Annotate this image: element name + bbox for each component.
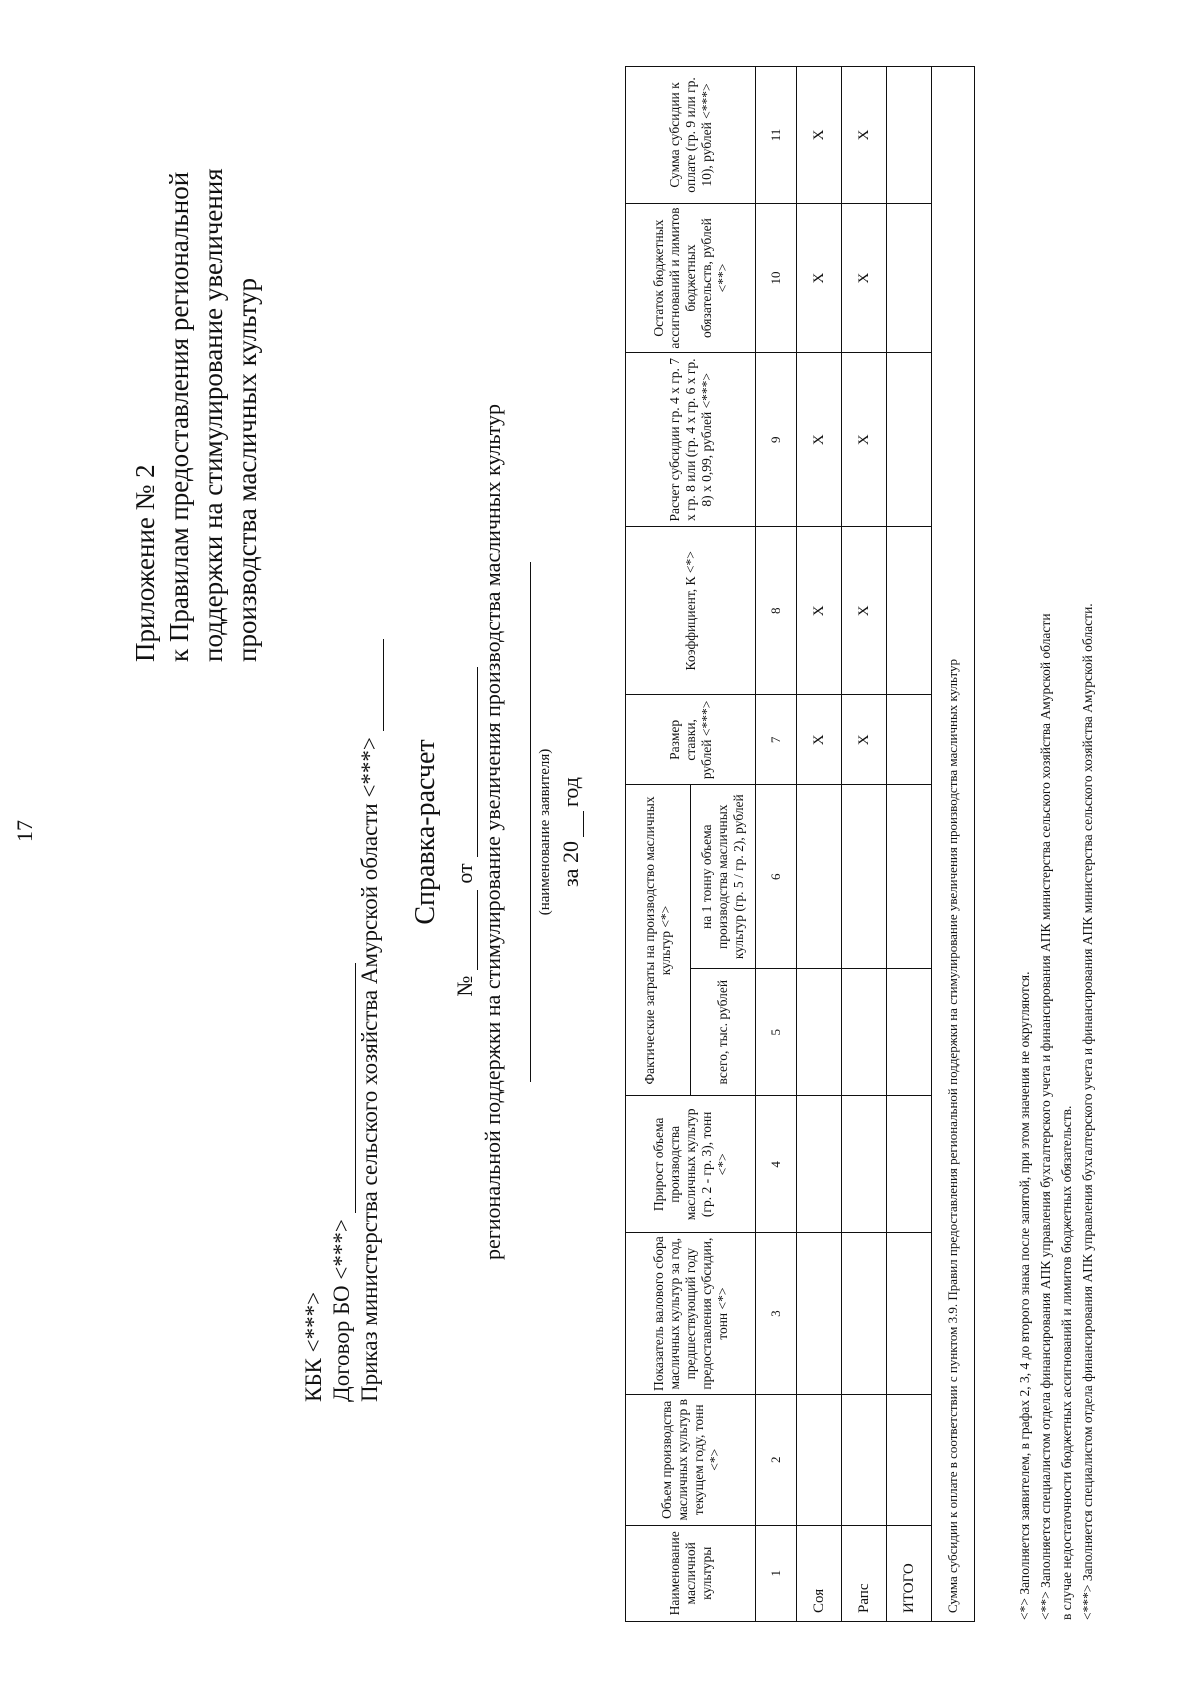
total-cell (887, 785, 932, 968)
input-cell (842, 1394, 887, 1525)
number-blank-line (477, 890, 478, 970)
input-cell (842, 1096, 887, 1233)
not-applicable-cell: X (797, 203, 842, 352)
appendix-line: производства масличных культур (232, 278, 262, 662)
year-blank-line (558, 811, 584, 837)
appendix-line: Приложение № 2 (130, 464, 160, 662)
header-cell: Показатель валового сбора масличных культур за год, предшествующий году предоставления субсидии, тонн <*> (626, 1233, 756, 1395)
input-cell (842, 968, 887, 1096)
total-cell (887, 203, 932, 352)
number-date-line (452, 382, 478, 1282)
column-number: 6 (756, 785, 797, 968)
total-cell (887, 527, 932, 695)
not-applicable-cell: X (797, 353, 842, 527)
header-cell: Коэффициент, К <*> (626, 527, 756, 695)
footnote: <**> Заполняется специалистом отдела финансирования АПК управления бухгалтерского учета и финансирования АПК министерства сельского хозяйства Амурской области (1038, 613, 1053, 1620)
input-cell (797, 968, 842, 1096)
prikaz-blank-line (363, 639, 384, 731)
year-prefix: за 20 (558, 841, 583, 888)
column-number: 4 (756, 1096, 797, 1233)
applicant-caption: (наименование заявителя) (537, 748, 553, 916)
footnote: в случае недостаточности бюджетных ассигнований и лимитов бюджетных обязательств. (1059, 1105, 1074, 1620)
dogovor-field (328, 639, 356, 1402)
prikaz-field (356, 639, 384, 1402)
appendix-line: поддержки на стимулирование увеличения (198, 168, 228, 662)
crop-name-cell: Рапс (842, 1525, 887, 1621)
document-subject: региональной поддержки на стимулирование увеличения производства масличных культур (480, 404, 505, 1261)
header-cell: Сумма субсидии к оплате (гр. 9 или гр. 10), рублей <***> (626, 67, 756, 204)
table-row-total (887, 67, 932, 1622)
total-cell (887, 695, 932, 785)
header-group-cell: Фактические затраты на производство масличных культур <*> (626, 785, 691, 1096)
total-cell (887, 1233, 932, 1395)
column-number: 9 (756, 353, 797, 527)
input-cell (842, 785, 887, 968)
from-label: от (452, 863, 477, 884)
not-applicable-cell: X (797, 527, 842, 695)
dogovor-blank-line (335, 963, 356, 1213)
header-cell: Прирост объема производства масличных культур (гр. 2 - гр. 3), тонн <*> (626, 1096, 756, 1233)
total-cell (887, 353, 932, 527)
header-row (626, 67, 691, 1622)
not-applicable-cell: X (842, 527, 887, 695)
total-cell (887, 1096, 932, 1233)
crop-name-cell: Соя (797, 1525, 842, 1621)
header-cell: Размер ставки, рублей <***> (626, 695, 756, 785)
column-number: 11 (756, 67, 797, 204)
not-applicable-cell: X (797, 67, 842, 204)
number-sign: № (452, 975, 477, 997)
year-suffix: год (558, 777, 583, 808)
requisite-fields (300, 639, 384, 1402)
input-cell (797, 1096, 842, 1233)
dogovor-label: Договор БО <***> (329, 1219, 354, 1402)
year-line (558, 382, 584, 1282)
column-number: 8 (756, 527, 797, 695)
input-cell (797, 785, 842, 968)
footnote: <*> Заполняется заявителем, в графах 2, 3, 4 до второго знака после запятой, при этом значения не округляются. (1017, 971, 1032, 1620)
total-cell (887, 1394, 932, 1525)
input-cell (842, 1233, 887, 1395)
not-applicable-cell: X (842, 67, 887, 204)
table-row-soy (797, 67, 842, 1622)
page-number: 17 (12, 820, 37, 842)
column-number-row (756, 67, 797, 1622)
column-number: 3 (756, 1233, 797, 1395)
kbk-label: КБК <***> (301, 1291, 326, 1402)
total-label-cell: ИТОГО (887, 1525, 932, 1621)
column-number: 1 (756, 1525, 797, 1621)
not-applicable-cell: X (842, 695, 887, 785)
header-cell: Объем производства масличных культур в текущем году, тонн <*> (626, 1394, 756, 1525)
not-applicable-cell: X (842, 203, 887, 352)
summary-row (932, 67, 975, 1622)
header-cell: всего, тыс. рублей (691, 968, 756, 1096)
header-cell: Остаток бюджетных ассигнований и лимитов бюджетных обязательств, рублей <**> (626, 203, 756, 352)
input-cell (797, 1233, 842, 1395)
kbk-field (300, 639, 328, 1402)
column-number: 5 (756, 968, 797, 1096)
appendix-heading (128, 168, 264, 662)
column-number: 2 (756, 1394, 797, 1525)
applicant-blank-line (530, 562, 531, 1082)
header-cell: на 1 тонну объема производства масличных культур (гр. 5 / гр. 2), рублей (691, 785, 756, 968)
calculation-table-wrap (625, 66, 975, 1622)
header-cell: Расчет субсидии гр. 4 x гр. 7 x гр. 8 или (гр. 4 x гр. 6 x гр. 8) x 0,99, рублей <***> (626, 353, 756, 527)
date-blank-line (477, 667, 478, 857)
appendix-line: к Правилам предоставления региональной (164, 171, 194, 662)
table-row-rapeseed (842, 67, 887, 1622)
not-applicable-cell: X (797, 695, 842, 785)
footnote: <***> Заполняется специалистом отдела финансирования АПК управления бухгалтерского учета и финансирования АПК министерства сельского хозяйства Амурской области. (1080, 603, 1095, 1620)
summary-cell: Сумма субсидии к оплате в соответствии с пунктом 3.9. Правил предоставления региональной поддержки на стимулирование увеличения производства масличных культур (932, 67, 975, 1622)
footnotes (1014, 603, 1098, 1620)
calculation-table (625, 66, 975, 1622)
prikaz-label: Приказ министерства сельского хозяйства Амурской области <***> (357, 737, 382, 1402)
header-cell: Наименование масличной культуры (626, 1525, 756, 1621)
column-number: 10 (756, 203, 797, 352)
total-cell (887, 67, 932, 204)
column-number: 7 (756, 695, 797, 785)
document-title: Справка-расчет (410, 739, 441, 925)
not-applicable-cell: X (842, 353, 887, 527)
input-cell (797, 1394, 842, 1525)
total-cell (887, 968, 932, 1096)
